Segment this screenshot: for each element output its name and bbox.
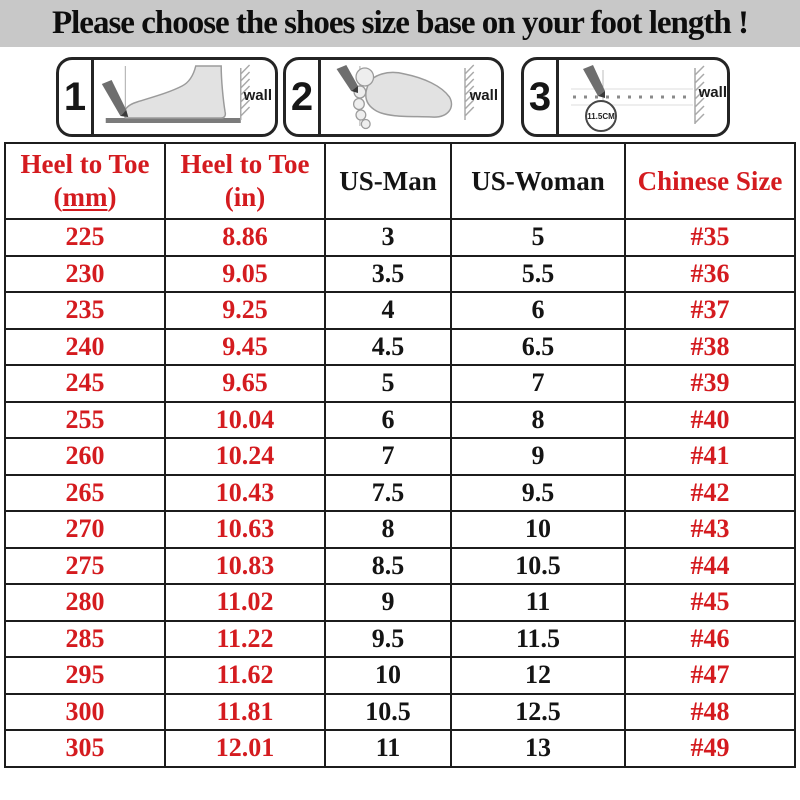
table-cell: 280: [5, 584, 165, 621]
table-row: [5, 548, 795, 585]
table-row: [5, 475, 795, 512]
table-row: [5, 402, 795, 439]
table-cell: 11: [451, 584, 625, 621]
table-cell: 3.5: [325, 256, 451, 293]
instruction-step-1: [56, 57, 278, 137]
table-cell: 10.5: [451, 548, 625, 585]
table-cell: 11.81: [165, 694, 325, 731]
foot-side-view-icon: [94, 60, 275, 134]
table-cell: 5: [325, 365, 451, 402]
table-cell: #36: [625, 256, 795, 293]
table-row: [5, 329, 795, 366]
table-cell: 240: [5, 329, 165, 366]
table-row: [5, 256, 795, 293]
wall-label: wall: [469, 87, 498, 105]
table-cell: #46: [625, 621, 795, 658]
step-3-number: 3: [524, 60, 559, 134]
size-table-header: [5, 143, 795, 219]
table-cell: 10.43: [165, 475, 325, 512]
table-cell: 10.83: [165, 548, 325, 585]
table-cell: 300: [5, 694, 165, 731]
table-cell: 12.01: [165, 730, 325, 767]
page-title: [0, 0, 800, 47]
wall-label: wall: [243, 87, 272, 105]
table-cell: 10.63: [165, 511, 325, 548]
table-cell: 11: [325, 730, 451, 767]
column-header-us-woman: [451, 143, 625, 219]
table-cell: #38: [625, 329, 795, 366]
table-cell: 6: [325, 402, 451, 439]
column-header-heel-to-toe-mm: [5, 143, 165, 219]
table-cell: 9.5: [451, 475, 625, 512]
table-cell: #45: [625, 584, 795, 621]
table-cell: #39: [625, 365, 795, 402]
table-row: [5, 730, 795, 767]
table-row: [5, 621, 795, 658]
table-cell: 6: [451, 292, 625, 329]
table-row: [5, 365, 795, 402]
table-row: [5, 694, 795, 731]
header-line: US-Man: [339, 165, 437, 196]
table-cell: 8.86: [165, 219, 325, 256]
header-line: Heel to Toe: [180, 149, 310, 179]
table-cell: #48: [625, 694, 795, 731]
table-cell: 5.5: [451, 256, 625, 293]
table-cell: 295: [5, 657, 165, 694]
table-cell: 245: [5, 365, 165, 402]
table-cell: 235: [5, 292, 165, 329]
table-row: [5, 511, 795, 548]
table-cell: 6.5: [451, 329, 625, 366]
instruction-step-2: [283, 57, 504, 137]
column-header-heel-to-toe-in: [165, 143, 325, 219]
table-cell: #35: [625, 219, 795, 256]
table-cell: 225: [5, 219, 165, 256]
step-2-number: 2: [286, 60, 321, 134]
column-header-chinese-size: [625, 143, 795, 219]
table-cell: #49: [625, 730, 795, 767]
header-line: (mm): [53, 182, 117, 212]
table-cell: 5: [451, 219, 625, 256]
measurement-instructions: [0, 47, 800, 142]
header-row: [5, 143, 795, 219]
size-table-body: [5, 219, 795, 767]
table-cell: 10: [325, 657, 451, 694]
table-cell: 12: [451, 657, 625, 694]
table-cell: #43: [625, 511, 795, 548]
table-row: [5, 219, 795, 256]
header-line: Heel to Toe: [20, 149, 150, 179]
table-row: [5, 584, 795, 621]
column-header-us-man: [325, 143, 451, 219]
wall-label: wall: [698, 84, 727, 102]
table-cell: #37: [625, 292, 795, 329]
table-cell: 9: [451, 438, 625, 475]
table-cell: 11.5: [451, 621, 625, 658]
table-cell: 9.65: [165, 365, 325, 402]
header-line: (in): [224, 182, 266, 212]
table-cell: 230: [5, 256, 165, 293]
table-cell: 8.5: [325, 548, 451, 585]
table-cell: 12.5: [451, 694, 625, 731]
table-cell: 4.5: [325, 329, 451, 366]
table-cell: #47: [625, 657, 795, 694]
table-cell: 260: [5, 438, 165, 475]
table-cell: 10.04: [165, 402, 325, 439]
table-cell: 9.25: [165, 292, 325, 329]
table-cell: 9: [325, 584, 451, 621]
table-row: [5, 657, 795, 694]
page-title-text: Please choose the shoes size base on your foot length !: [51, 5, 748, 41]
table-cell: 8: [325, 511, 451, 548]
table-cell: 275: [5, 548, 165, 585]
header-line: US-Woman: [471, 165, 605, 196]
foot-top-view-icon: [321, 60, 501, 134]
table-cell: 11.62: [165, 657, 325, 694]
step-1-number: 1: [59, 60, 94, 134]
table-cell: 270: [5, 511, 165, 548]
table-cell: 3: [325, 219, 451, 256]
table-cell: 7: [325, 438, 451, 475]
table-cell: 13: [451, 730, 625, 767]
table-cell: #42: [625, 475, 795, 512]
table-cell: 285: [5, 621, 165, 658]
table-cell: #44: [625, 548, 795, 585]
table-cell: 7: [451, 365, 625, 402]
table-cell: 9.5: [325, 621, 451, 658]
table-cell: 265: [5, 475, 165, 512]
size-table: [4, 142, 796, 768]
table-row: [5, 292, 795, 329]
table-cell: 9.45: [165, 329, 325, 366]
measure-line-icon: [559, 60, 727, 134]
table-cell: 10: [451, 511, 625, 548]
header-line: Chinese Size: [637, 165, 783, 196]
instruction-step-3: [521, 57, 730, 137]
table-cell: 255: [5, 402, 165, 439]
table-cell: 4: [325, 292, 451, 329]
table-row: [5, 438, 795, 475]
table-cell: 8: [451, 402, 625, 439]
table-cell: #41: [625, 438, 795, 475]
table-cell: 11.02: [165, 584, 325, 621]
table-cell: 305: [5, 730, 165, 767]
table-cell: 9.05: [165, 256, 325, 293]
table-cell: 10.24: [165, 438, 325, 475]
table-cell: 11.22: [165, 621, 325, 658]
table-cell: #40: [625, 402, 795, 439]
table-cell: 7.5: [325, 475, 451, 512]
ruler-note-label: 11.5CM: [587, 112, 615, 121]
table-cell: 10.5: [325, 694, 451, 731]
